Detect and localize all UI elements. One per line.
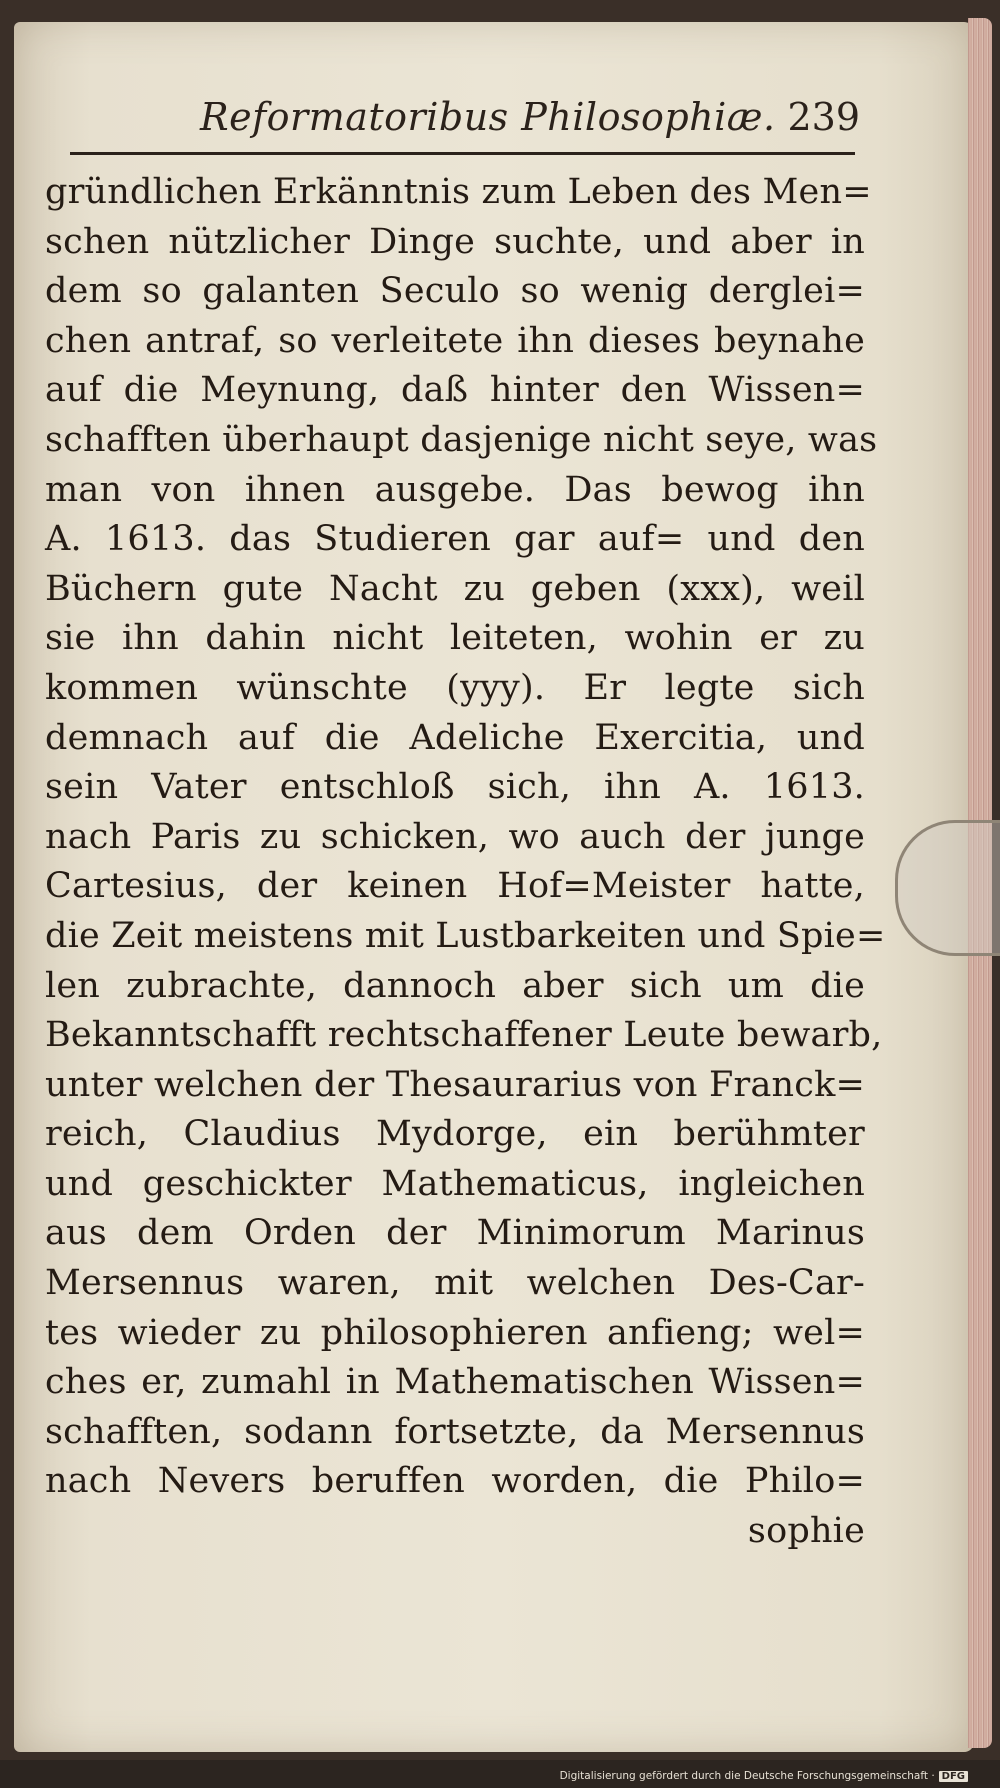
credit-text: Digitalisierung gefördert durch die Deutsche Forschungsgemeinschaft · xyxy=(559,1770,935,1782)
text-line: und geschickter Mathematicus, ingleichen xyxy=(45,1163,865,1204)
dfg-logo: DFG xyxy=(939,1771,968,1782)
text-line: A. 1613. das Studieren gar auf= und den xyxy=(45,519,865,560)
page-number: 239 xyxy=(787,95,860,139)
text-line: Büchern gute Nacht zu geben (xxx), weil xyxy=(45,568,865,609)
text-line: nach Nevers beruffen worden, die Philo= xyxy=(45,1461,865,1502)
text-line: unter welchen der Thesaurarius von Franck= xyxy=(45,1064,865,1105)
text-line: die Zeit meistens mit Lustbarkeiten und Spie= xyxy=(45,915,886,956)
text-line: chen antraf, so verleitete ihn dieses beynahe xyxy=(45,320,865,361)
text-line: nach Paris zu schicken, wo auch der junge xyxy=(45,816,865,857)
text-line: man von ihnen ausgebe. Das bewog ihn xyxy=(45,469,865,510)
catchword: sophie xyxy=(747,1511,865,1552)
digitization-credit xyxy=(560,1770,968,1782)
text-line: auf die Meynung, daß hinter den Wissen= xyxy=(45,370,865,411)
text-line: sein Vater entschloß sich, ihn A. 1613. xyxy=(45,767,865,808)
text-line: schafften, sodann fortsetzte, da Mersennus xyxy=(45,1411,865,1452)
text-line: sie ihn dahin nicht leiteten, wohin er zu xyxy=(45,618,865,659)
running-head: Reformatoribus Philosophiæ. xyxy=(200,95,776,139)
text-line: len zubrachte, dannoch aber sich um die xyxy=(45,965,865,1006)
header-rule xyxy=(70,152,855,155)
text-line: Bekanntschafft rechtschaffener Leute bewarb, xyxy=(45,1015,883,1056)
text-line: reich, Claudius Mydorge, ein berühmter xyxy=(45,1114,865,1155)
page-header xyxy=(70,95,860,145)
text-line: dem so galanten Seculo so wenig derglei= xyxy=(45,271,865,312)
text-line: aus dem Orden der Minimorum Marinus xyxy=(45,1213,865,1254)
body-text xyxy=(45,168,886,1557)
text-line: demnach auf die Adeliche Exercitia, und xyxy=(45,717,865,758)
text-line: schafften überhaupt dasjenige nicht seye, was xyxy=(45,419,878,460)
text-line: Cartesius, der keinen Hof=Meister hatte, xyxy=(45,866,865,907)
text-line: Mersennus waren, mit welchen Des-Car- xyxy=(45,1263,865,1304)
text-line: ches er, zumahl in Mathematischen Wissen= xyxy=(45,1362,865,1403)
text-line: kommen wünschte (yyy). Er legte sich xyxy=(45,667,865,708)
text-line: schen nützlicher Dinge suchte, und aber in xyxy=(45,221,865,262)
text-line: tes wieder zu philosophieren anfieng; wel= xyxy=(45,1312,865,1353)
page-clip xyxy=(895,820,1000,956)
text-line: gründlichen Erkänntnis zum Leben des Men= xyxy=(45,172,872,212)
